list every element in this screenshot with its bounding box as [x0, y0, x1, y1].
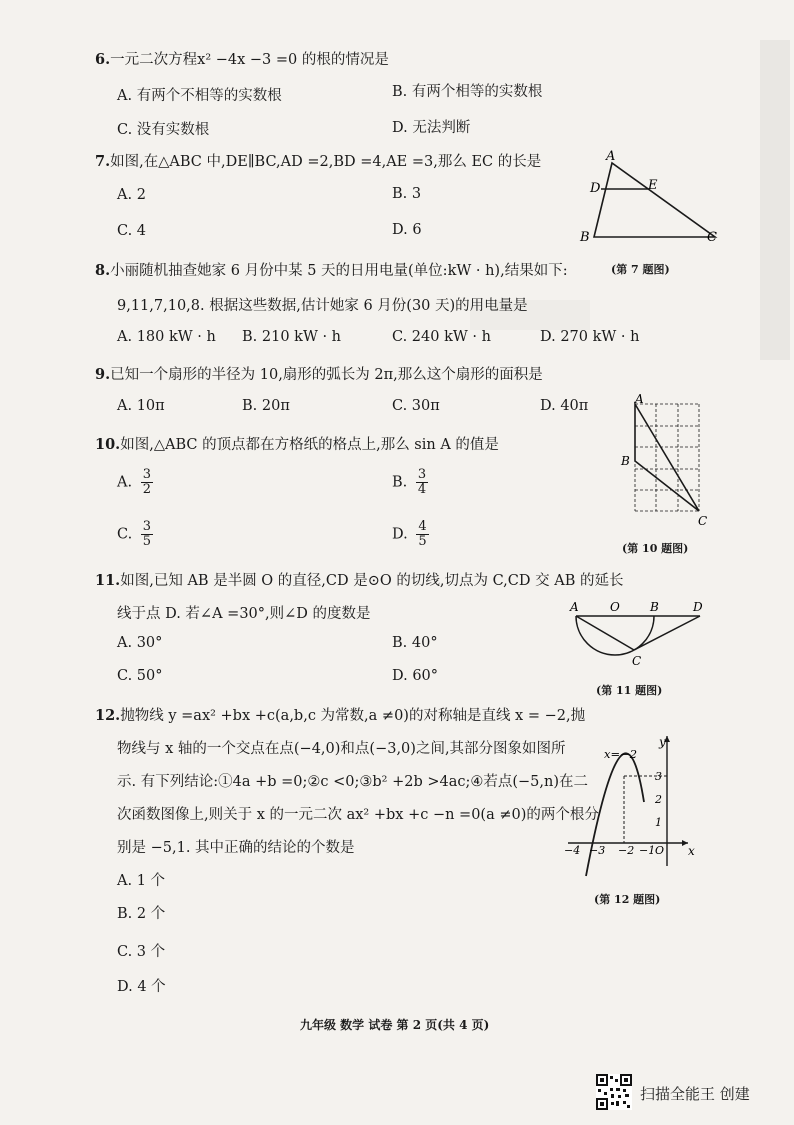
x-tick-minus-2: −2 [618, 844, 635, 857]
label-c: C [707, 230, 717, 245]
option-a: A. 2 [117, 187, 146, 203]
page-footer: 九年级 数学 试卷 第 2 页(共 4 页) [300, 1018, 490, 1032]
option-d: D. 270 kW · h [540, 329, 640, 345]
option-a: A. 有两个不相等的实数根 [117, 88, 282, 104]
question-number: 12. [95, 707, 121, 724]
option-c: C. 30π [392, 398, 440, 414]
option-c: C. 240 kW · h [392, 329, 491, 345]
question-stem: 如图,在△ABC 中,DE∥BC,AD =2,BD =4,AE =3,那么 EC 的长是 [110, 154, 542, 170]
option-d: D. 60° [392, 668, 439, 684]
question-stem-line2: 线于点 D. 若∠A =30°,则∠D 的度数是 [117, 606, 371, 622]
x-tick-minus-3: −3 [589, 844, 606, 857]
x-tick-minus-4: −4 [564, 844, 581, 857]
y-tick-1: 1 [655, 816, 662, 829]
question-stem-line2: 9,11,7,10,8. 根据这些数据,估计她家 6 月份(30 天)的用电量是 [117, 298, 528, 314]
fraction [141, 468, 153, 497]
label-e: E [648, 178, 658, 193]
option-b: B. 2 个 [117, 906, 166, 922]
denominator: 4 [417, 482, 427, 497]
option-c: C. 4 [117, 223, 147, 239]
label-o: O [610, 600, 620, 614]
question-stem: 已知一个扇形的半径为 10,扇形的弧长为 2π,那么这个扇形的面积是 [110, 367, 543, 383]
numerator: 4 [418, 519, 427, 534]
question-6 [95, 48, 389, 69]
option-a [117, 468, 153, 497]
numerator: 3 [142, 467, 151, 482]
label-c: C [698, 514, 708, 528]
option-b: B. 20π [242, 398, 290, 414]
label-a: A [570, 600, 579, 614]
question-stem-line: 次函数图像上,则关于 x 的一元二次 ax² +bx +c −n =0(a ≠0)的两个根分 [117, 807, 599, 823]
figure-q10-grid [618, 393, 713, 528]
label-b: B [621, 454, 630, 468]
label-b: B [650, 600, 659, 614]
question-stem: 如图,已知 AB 是半圆 O 的直径,CD 是⊙O 的切线,切点为 C,CD 交 AB 的延长 [120, 573, 624, 589]
parabola-curve [586, 753, 644, 876]
question-stem: 一元二次方程x² −4x −3 =0 的根的情况是 [110, 52, 389, 68]
question-stem-line: 物线与 x 轴的一个交点在点(−4,0)和点(−3,0)之间,其部分图象如图所 [117, 741, 566, 757]
question-stem-line: 别是 −5,1. 其中正确的结论的个数是 [117, 840, 355, 856]
figure-caption: (第 7 题图) [611, 263, 670, 276]
option-d: D. 无法判断 [392, 120, 471, 136]
tangent-cd [634, 616, 700, 650]
question-stem-line: 示. 有下列结论:①4a +b =0;②c <0;③b² +2b >4ac;④若点(−5,n)在二 [117, 774, 589, 790]
option-label: B. [392, 474, 408, 491]
option-a: A. 180 kW · h [117, 329, 216, 345]
option-c: C. 50° [117, 668, 163, 684]
label-c: C [632, 654, 642, 668]
label-b: B [580, 230, 590, 245]
scanner-watermark: 扫描全能王 创建 [640, 1085, 750, 1103]
question-12 [95, 704, 585, 725]
option-d: D. 4 个 [117, 979, 166, 995]
question-10 [95, 433, 499, 454]
y-tick-2: 2 [655, 793, 662, 806]
denominator: 5 [142, 534, 152, 549]
figure-q7-triangle [575, 145, 725, 275]
y-tick-3: 3 [655, 770, 662, 783]
option-c: C. 没有实数根 [117, 122, 210, 138]
figure-q12-parabola [560, 728, 700, 878]
symmetry-label: x=−2 [604, 747, 638, 761]
question-9 [95, 363, 543, 384]
label-a: A [635, 393, 644, 406]
option-a: A. 10π [117, 398, 165, 414]
question-number: 7. [95, 153, 111, 170]
fraction [416, 520, 428, 549]
label-d: D [590, 181, 601, 196]
figure-q11-semicircle [560, 597, 720, 672]
option-a: A. 30° [117, 635, 163, 651]
option-b: B. 210 kW · h [242, 329, 342, 345]
label-a: A [606, 149, 616, 164]
option-b: B. 有两个相等的实数根 [392, 84, 543, 100]
fraction [141, 520, 153, 549]
option-c [117, 520, 153, 549]
numerator: 3 [142, 519, 152, 534]
qr-code-icon [596, 1074, 632, 1110]
option-label: A. [117, 474, 133, 491]
option-d: D. 6 [392, 222, 422, 238]
question-stem: 抛物线 y =ax² +bx +c(a,b,c 为常数,a ≠0)的对称轴是直线 x = −2,抛 [120, 708, 586, 724]
question-number: 6. [95, 51, 111, 68]
semicircle [576, 616, 654, 655]
figure-caption: (第 10 题图) [622, 542, 689, 555]
label-d: D [693, 600, 703, 614]
question-8 [95, 259, 568, 280]
option-a: A. 1 个 [117, 873, 166, 889]
x-tick-minus-1: −1 [639, 844, 656, 857]
triangle-abc [594, 163, 715, 237]
option-d [392, 520, 429, 549]
y-axis-label: y [659, 735, 666, 749]
scan-smear [760, 40, 790, 360]
numerator: 3 [417, 467, 427, 482]
option-b: B. 40° [392, 635, 438, 651]
option-label: D. [392, 526, 408, 543]
question-number: 8. [95, 262, 111, 279]
x-axis-label: x [688, 844, 695, 858]
figure-caption: (第 12 题图) [594, 893, 661, 906]
chord-ac [576, 616, 634, 650]
question-7 [95, 150, 541, 171]
option-b [392, 468, 428, 497]
option-label: C. [117, 526, 133, 543]
question-stem: 如图,△ABC 的顶点都在方格纸的格点上,那么 sin A 的值是 [120, 437, 499, 453]
option-c: C. 3 个 [117, 944, 166, 960]
question-number: 10. [95, 436, 121, 453]
question-number: 9. [95, 366, 111, 383]
question-11 [95, 569, 623, 590]
denominator: 2 [142, 482, 151, 497]
fraction [416, 468, 428, 497]
option-b: B. 3 [392, 186, 422, 202]
figure-caption: (第 11 题图) [596, 684, 663, 697]
option-d: D. 40π [540, 398, 589, 414]
denominator: 5 [418, 534, 427, 549]
triangle-abc [635, 404, 699, 511]
question-number: 11. [95, 572, 121, 589]
question-stem: 小丽随机抽查她家 6 月份中某 5 天的日用电量(单位:kW · h),结果如下: [110, 263, 568, 279]
origin-label: O [655, 844, 665, 857]
